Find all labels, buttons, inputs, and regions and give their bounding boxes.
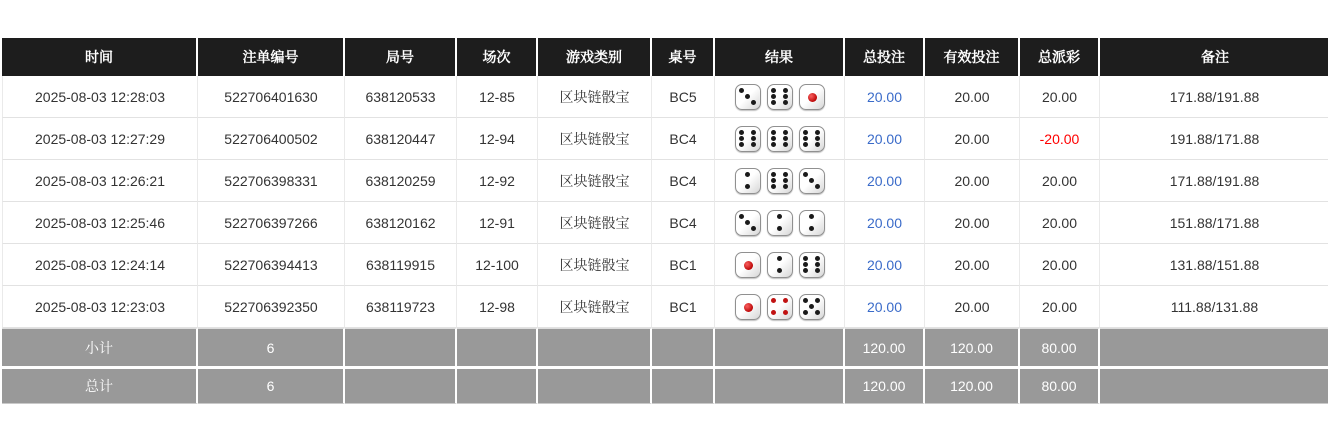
total-bet-link[interactable]: 20.00 [866,130,903,147]
cell-round-id: 638119723 [345,286,457,328]
cell-result [715,76,845,118]
result-dice [719,126,840,152]
subtotal-total-bet: 120.00 [845,328,925,366]
cell-bet-id: 522706400502 [198,118,345,160]
cell-time: 2025-08-03 12:25:46 [2,202,198,244]
cell-table-no: BC4 [652,118,715,160]
column-header-game-type: 游戏类别 [538,38,652,76]
table-row [2,244,1328,286]
cell-total-payout: 20.00 [1020,202,1100,244]
die-2-icon [767,210,793,236]
total-bet-link[interactable]: 20.00 [866,298,903,315]
cell-session: 12-94 [457,118,538,160]
cell-remark: 171.88/191.88 [1100,160,1328,202]
cell-bet-id: 522706397266 [198,202,345,244]
cell-game-type: 区块链骰宝 [538,160,652,202]
die-2-icon [767,252,793,278]
die-1-icon [735,252,761,278]
cell-time: 2025-08-03 12:28:03 [2,76,198,118]
cell-valid-bet: 20.00 [925,76,1020,118]
subtotal-empty-cell [1100,328,1328,366]
total-bet-link[interactable]: 20.00 [866,172,903,189]
cell-remark: 111.88/131.88 [1100,286,1328,328]
column-header-table-no: 桌号 [652,38,715,76]
die-1-icon [735,294,761,320]
cell-session: 12-92 [457,160,538,202]
die-5-icon [799,294,825,320]
cell-round-id: 638120447 [345,118,457,160]
total-bet-link[interactable]: 20.00 [866,214,903,231]
subtotal-row [2,328,1328,366]
grand-total-empty-cell [345,366,457,404]
column-header-valid-bet: 有效投注 [925,38,1020,76]
column-header-time: 时间 [2,38,198,76]
die-4-icon [767,294,793,320]
cell-valid-bet: 20.00 [925,160,1020,202]
result-dice [719,252,840,278]
cell-session: 12-85 [457,76,538,118]
cell-bet-id: 522706401630 [198,76,345,118]
cell-total-payout: 20.00 [1020,76,1100,118]
cell-game-type: 区块链骰宝 [538,202,652,244]
bet-records-table [2,38,1328,404]
subtotal-label: 小计 [2,328,198,366]
grand-total-empty-cell [1100,366,1328,404]
subtotal-valid-bet: 120.00 [925,328,1020,366]
cell-result [715,118,845,160]
cell-table-no: BC4 [652,202,715,244]
cell-time: 2025-08-03 12:24:14 [2,244,198,286]
cell-table-no: BC4 [652,160,715,202]
cell-total-bet [845,244,925,286]
cell-bet-id: 522706398331 [198,160,345,202]
grand-total-row [2,366,1328,404]
subtotal-empty-cell [457,328,538,366]
subtotal-empty-cell [538,328,652,366]
result-dice [719,168,840,194]
column-header-total-bet: 总投注 [845,38,925,76]
total-bet-link[interactable]: 20.00 [866,88,903,105]
cell-game-type: 区块链骰宝 [538,118,652,160]
column-header-round-id: 局号 [345,38,457,76]
cell-game-type: 区块链骰宝 [538,286,652,328]
cell-table-no: BC5 [652,76,715,118]
die-3-icon [799,168,825,194]
cell-valid-bet: 20.00 [925,118,1020,160]
die-3-icon [735,210,761,236]
table-row [2,160,1328,202]
cell-game-type: 区块链骰宝 [538,76,652,118]
cell-table-no: BC1 [652,286,715,328]
column-header-bet-id: 注单编号 [198,38,345,76]
bet-records-panel [2,38,1326,404]
cell-total-bet [845,118,925,160]
cell-result [715,202,845,244]
die-2-icon [799,210,825,236]
cell-time: 2025-08-03 12:27:29 [2,118,198,160]
cell-round-id: 638120259 [345,160,457,202]
column-header-total-payout: 总派彩 [1020,38,1100,76]
cell-total-bet [845,160,925,202]
result-dice [719,210,840,236]
cell-bet-id: 522706394413 [198,244,345,286]
result-dice [719,294,840,320]
cell-bet-id: 522706392350 [198,286,345,328]
column-header-session: 场次 [457,38,538,76]
cell-session: 12-98 [457,286,538,328]
grand-total-count: 6 [198,366,345,404]
cell-total-payout: 20.00 [1020,286,1100,328]
grand-total-empty-cell [715,366,845,404]
die-2-icon [735,168,761,194]
cell-session: 12-100 [457,244,538,286]
cell-time: 2025-08-03 12:26:21 [2,160,198,202]
grand-total-valid-bet: 120.00 [925,366,1020,404]
subtotal-count: 6 [198,328,345,366]
cell-remark: 171.88/191.88 [1100,76,1328,118]
grand-total-empty-cell [457,366,538,404]
cell-valid-bet: 20.00 [925,244,1020,286]
subtotal-empty-cell [345,328,457,366]
cell-total-payout: 20.00 [1020,244,1100,286]
cell-total-bet [845,202,925,244]
table-row [2,286,1328,328]
grand-total-label: 总计 [2,366,198,404]
cell-result [715,244,845,286]
result-dice [719,84,840,110]
cell-total-payout: -20.00 [1020,118,1100,160]
cell-remark: 151.88/171.88 [1100,202,1328,244]
subtotal-empty-cell [715,328,845,366]
grand-total-total-bet: 120.00 [845,366,925,404]
column-header-remark: 备注 [1100,38,1328,76]
grand-total-empty-cell [538,366,652,404]
cell-valid-bet: 20.00 [925,202,1020,244]
cell-result [715,286,845,328]
die-1-icon [799,84,825,110]
table-row [2,118,1328,160]
cell-valid-bet: 20.00 [925,286,1020,328]
subtotal-empty-cell [652,328,715,366]
total-bet-link[interactable]: 20.00 [866,256,903,273]
cell-total-payout: 20.00 [1020,160,1100,202]
grand-total-empty-cell [652,366,715,404]
cell-remark: 191.88/171.88 [1100,118,1328,160]
die-6-icon [767,168,793,194]
cell-time: 2025-08-03 12:23:03 [2,286,198,328]
cell-total-bet [845,76,925,118]
cell-table-no: BC1 [652,244,715,286]
cell-round-id: 638119915 [345,244,457,286]
die-6-icon [767,84,793,110]
table-row [2,76,1328,118]
cell-session: 12-91 [457,202,538,244]
die-6-icon [767,126,793,152]
cell-remark: 131.88/151.88 [1100,244,1328,286]
cell-round-id: 638120533 [345,76,457,118]
cell-game-type: 区块链骰宝 [538,244,652,286]
die-3-icon [735,84,761,110]
grand-total-total-payout: 80.00 [1020,366,1100,404]
cell-total-bet [845,286,925,328]
die-6-icon [735,126,761,152]
die-6-icon [799,126,825,152]
column-header-result: 结果 [715,38,845,76]
die-6-icon [799,252,825,278]
table-row [2,202,1328,244]
cell-round-id: 638120162 [345,202,457,244]
subtotal-total-payout: 80.00 [1020,328,1100,366]
header-row [2,38,1328,76]
cell-result [715,160,845,202]
